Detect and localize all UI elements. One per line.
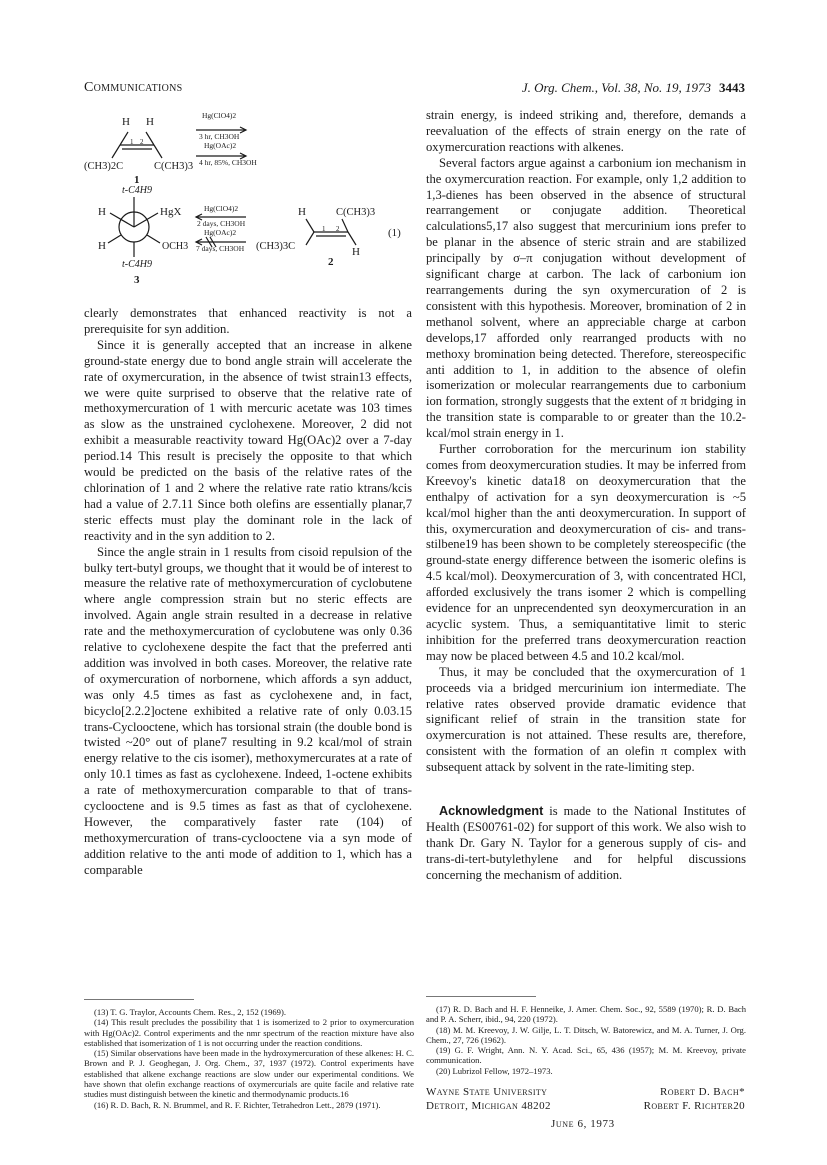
footnote: (14) This result precludes the possibility that 1 is isomerized to 2 prior to oxymercuration with Hg(OAc)2. Control experiments and the nmr spectrum of the reaction mixture have also established that isomerization of 1 is not occurring under the reaction conditions. (84, 1017, 414, 1048)
conditions-top-2: 4 hr, 85%, CH3OH (199, 158, 257, 167)
running-header (522, 80, 745, 96)
section-heading: Communications (84, 80, 183, 95)
author-2: Robert F. Richter20 (643, 1099, 745, 1112)
reagent-top-2: Hg(OAc)2 (204, 141, 237, 150)
affiliation (426, 1086, 551, 1113)
reaction-scheme (84, 105, 414, 295)
compound-label-1: 1 (134, 174, 140, 186)
cis-h-right: H (146, 116, 154, 128)
body-paragraph: strain energy, is indeed striking and, therefore, demands a reevaluation of the effects of strain energy on the rate of oxymercuration reactions with alkenes. (426, 108, 746, 154)
cis-tbu-left: (CH3)2C (84, 161, 124, 172)
received-date: June 6, 1973 (551, 1118, 615, 1130)
author-1: Robert D. Bach* (659, 1086, 745, 1098)
trans-position-1: 1 (322, 225, 326, 233)
footnote: (18) M. M. Kreevoy, J. W. Gilje, L. T. Ditsch, W. Batorewicz, and M. A. Turner, J. Org. Chem., 27, 726 (1962). (426, 1024, 746, 1045)
position-2: 2 (140, 138, 144, 146)
page-number: 3443 (719, 80, 745, 95)
body-paragraph: clearly demonstrates that enhanced reactivity is not a prerequisite for syn addition. (84, 306, 412, 336)
position-1: 1 (130, 138, 134, 146)
trans-h-bottom: H (352, 246, 360, 258)
equation-number: (1) (388, 227, 401, 239)
newman-hgx: HgX (160, 206, 182, 218)
newman-h-lower-left: H (98, 240, 106, 252)
footnote: (17) R. D. Bach and H. F. Henneike, J. Amer. Chem. Soc., 92, 5589 (1970); R. D. Bach and P. A. Scherr, ibid., 94, 220 (1972). (426, 1004, 746, 1025)
footnote: (20) Lubrizol Fellow, 1972–1973. (436, 1065, 553, 1076)
footnotes-right (426, 1004, 746, 1076)
conditions-top-1: 3 hr, CH3OH (199, 132, 240, 141)
footnote: (19) G. F. Wright, Ann. N. Y. Acad. Sci., 65, 436 (1957); M. M. Kreevoy, private communication. (426, 1045, 746, 1066)
reagent-bottom-2: Hg(OAc)2 (204, 228, 237, 237)
trans-h-top: H (298, 206, 306, 218)
footnote: (16) R. D. Bach, R. N. Brummel, and R. F. Richter, Tetrahedron Lett., 2879 (1971). (94, 1099, 381, 1110)
authors (644, 1086, 745, 1113)
conditions-bottom-2: 7 days, CH3OH (196, 244, 245, 253)
trans-tbu-bottom: (CH3)3C (256, 241, 296, 252)
right-column (426, 108, 746, 884)
newman-och3: OCH3 (162, 241, 189, 252)
footnote: (15) Similar observations have been made in the hydroxymercuration of these alkenes: H. C. Brown and P. J. Geoghegan, J. Org. Chem., 37, 1937 (1972). Control experiments have established that alkene exchange reactions are slow under our experimental conditions. We have shown that olefin exchange reactions of oxymercurials are quite facile and relative rate studies must distinguish between the kinetic and thermodynamic products.16 (84, 1048, 414, 1100)
cis-tbu-right: C(CH3)3 (154, 161, 194, 172)
cis-h-left: H (122, 116, 130, 128)
footnote: (13) T. G. Traylor, Accounts Chem. Res., 2, 152 (1969). (94, 1007, 286, 1017)
institution-location: Detroit, Michigan 48202 (426, 1099, 551, 1112)
reagent-top-1: Hg(ClO4)2 (202, 111, 237, 120)
compound-label-2: 2 (328, 256, 334, 268)
institution: Wayne State University (426, 1086, 548, 1098)
trans-tbu-top: C(CH3)3 (336, 207, 376, 218)
acknowledgment-title: Acknowledgment (439, 804, 544, 819)
footnotes-left (84, 1007, 414, 1110)
trans-position-2: 2 (336, 225, 340, 233)
footnote-rule-left (84, 999, 194, 1000)
newman-tbu-bottom: t-C4H9 (122, 259, 152, 270)
journal-citation: J. Org. Chem., Vol. 38, No. 19, 1973 (521, 80, 711, 95)
compound-label-3: 3 (134, 274, 140, 286)
newman-h-upper-left: H (98, 206, 106, 218)
body-paragraph: Since it is generally accepted that an increase in alkene ground-state energy due to bond angle strain will accelerate the rate of oxymercuration, in the absence of twist strain13 effects, we were quite surprised to observe that the relative rate of methoxymercuration of 1 with mercuric acetate was 103 times as slow as the unstrained cyclohexene. Moreover, 2 did not exhibit a measurable reactivity toward Hg(OAc)2 over a 7-day period.14 This result is precisely the opposite to that which would be predicted on the basis of the relative rates of the chlorination of 1 and 2 where the relative rate ratio ktrans/kcis had a value of 2.7.11 Since both olefins are essentially planar,7 steric effects must play the dominant role in the lack of reactivity and in the syn addition to 2. (84, 337, 412, 543)
body-paragraph: Since the angle strain in 1 results from cisoid repulsion of the bulky tert-butyl groups, we thought that it would be of interest to measure the relative rate of methoxymercuration of cyclobutene where angle compression strain but no steric effects are involved. Again angle strain resulted in a decrease in relative rate and the methoxymercuration of cyclobutene was only 0.36 relative to cyclohexene despite the fact that the preferred anti addition was involved in both cases. Moreover, the relative rate of oxymercuration of norbornene, which affords a syn adduct, was only 4.5 times as fast as cyclohexene and, in fact, bicyclo[2.2.2]octene exhibited a relative rate of only 0.03.15 trans-Cyclooctene, which has torsional strain (the double bond is twisted ~20° out of plane7 resulting in 9.2 kcal/mol of strain energy relative to the cis isomer), methoxymercurates at a rate of only 10.1 times as fast as cyclohexene. Indeed, 1-octene exhibits a rate of methoxymercuration comparable to that of trans-cyclooctene and is 9.5 times as fast as that of cyclohexene. However, the comparatively faster rate (104) of methoxymercuration of trans-cyclooctene via a syn mode of addition relative to the anti mode of addition to 1, which has a comparable (84, 544, 412, 877)
newman-tbu-top: t-C4H9 (122, 185, 152, 196)
conditions-bottom-1: 2 days, CH3OH (197, 219, 246, 228)
left-column (84, 306, 412, 879)
acknowledgment-paragraph (426, 804, 746, 884)
body-paragraph: Further corroboration for the mercurinum ion stability comes from deoxymercuration studies. It may be inferred from Kreevoy's kinetic data18 on deoxymercuration that the enthalpy of activation for a syn deoxymercuration is ~5 kcal/mol higher than the anti deoxymercuration. In support of this, oxymercuration and deoxymercuration of cis- and trans-stilbene19 has been shown to be completely stereospecific (the ground-state energy difference between the isomeric olefins is 4.5 kcal/mol). Deoxymercuration of 3, with concentrated HCl, afforded exclusively the trans isomer 2 which is compelling evidence for an unprecendented syn deoxymercuration in an acyclic system. Thus, a semiquantitative limit to steric inhibition for the preferred trans deoxymercuration reaction may now be placed between 4.5 and 10.2 kcal/mol. (426, 442, 746, 663)
body-paragraph: Several factors argue against a carbonium ion mechanism in the oxymercuration reaction. For example, only 1,2 addition to 1,3-dienes has been observed in the absence of structural rearrangement or conjugate addition. Theoretical calculations5,17 also suggest that mercurinium ions prefer to be planar in the absence of steric strain and are stabilized principally by σ–π conjugation without development of significant charge at carbon. The lack of carbonium ion rearrangements during the syn oxymercuration of 2 is consistent with this hypothesis. Moreover, bromination of 2 in methanol solvent, where an appreciable charge at carbon develops,17 afforded only rearranged products with no methoxy bromination being detected. Therefore, stereospecific anti addition to 1, in addition to the absence of olefin isomerization or molecular rearrangements due to carbonium ion formation, strongly suggests that the extent of π bridging in the transition state is comparable to or greater than the 10.2-kcal/mol strain energy in 1. (426, 155, 746, 441)
body-paragraph: Thus, it may be concluded that the oxymercuration of 1 proceeds via a bridged mercurinium ion intermediate. The relative rates observed provide dramatic evidence that significant relief of strain in the transition state for oxymercuration is not attained. These results are, therefore, consistent with the formation of an olefin π complex with subsequent attack by solvent in the rate-limiting step. (426, 664, 746, 775)
reagent-bottom-1: Hg(ClO4)2 (204, 204, 239, 213)
footnote-rule-right (426, 996, 536, 997)
acknowledgment-text: is made to the National Institutes of Health (ES00761-02) for support of this work. We also wish to thank Dr. Gary N. Taylor for a generous supply of cis- and trans-di-tert-butylethylene and for helpful discussions concerning the mechanism of addition. (426, 804, 746, 882)
